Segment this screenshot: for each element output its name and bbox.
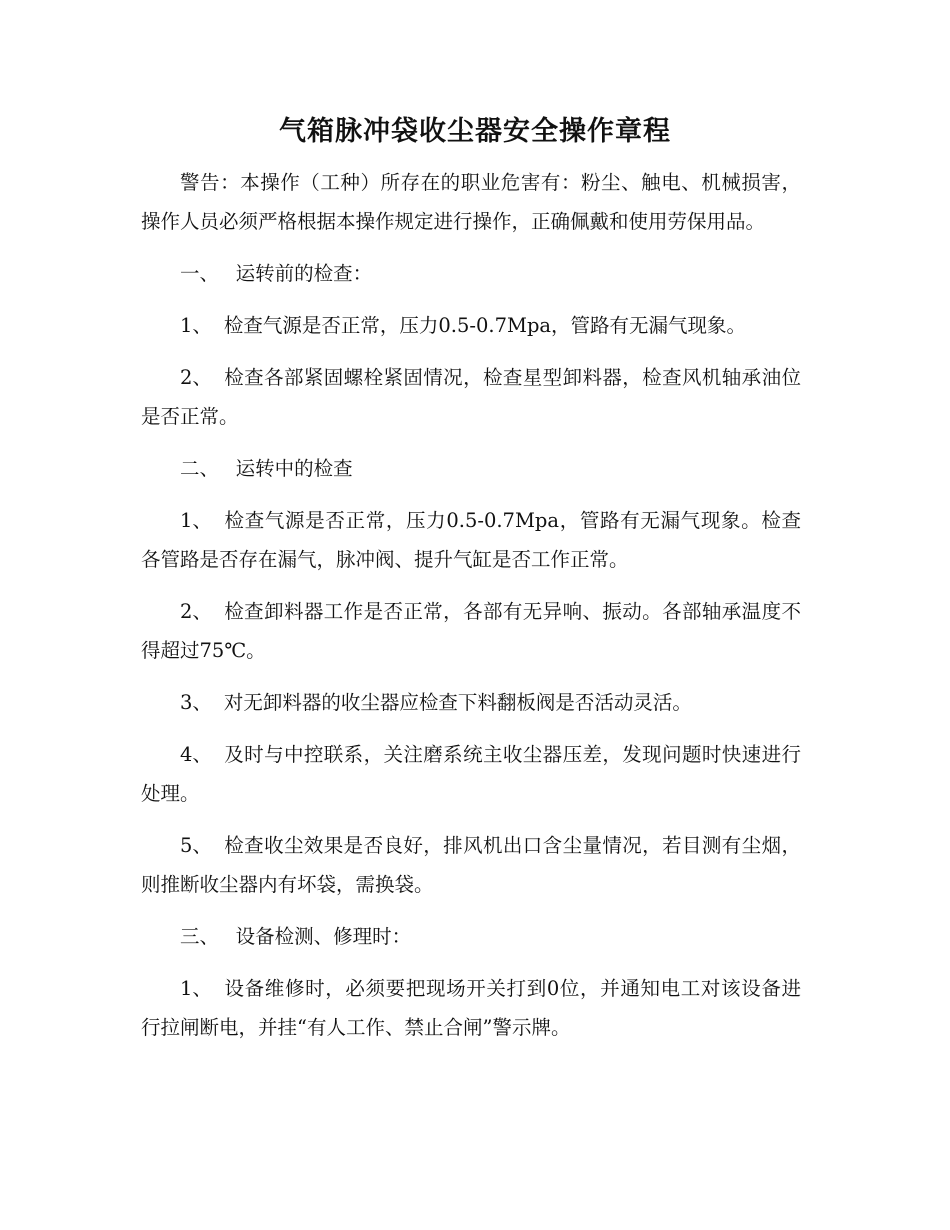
item-number: 5、 — [180, 834, 212, 857]
section-heading — [141, 917, 801, 956]
list-item — [141, 592, 801, 670]
item-text: 及时与中控联系，关注磨系统主收尘器压差，发现问题时快速进行处理。 — [141, 743, 801, 805]
section-number: 一、 — [180, 262, 220, 285]
list-item — [141, 826, 801, 904]
section-number: 二、 — [180, 457, 220, 480]
item-number: 3、 — [180, 691, 212, 714]
section-title: 运转前的检查： — [235, 262, 373, 285]
item-text: 设备维修时，必须要把现场开关打到0位，并通知电工对该设备进行拉闸断电，并挂“有人工作、禁止合闸”警示牌。 — [141, 977, 801, 1039]
document-title: 气箱脉冲袋收尘器安全操作章程 — [279, 116, 671, 147]
item-number: 4、 — [180, 743, 212, 766]
item-number: 1、 — [180, 977, 212, 1000]
section-heading — [141, 449, 801, 488]
section-title: 运转中的检查 — [235, 457, 353, 480]
item-number: 1、 — [180, 314, 212, 337]
item-text: 检查卸料器工作是否正常，各部有无异响、振动。各部轴承温度不得超过75℃。 — [141, 600, 801, 662]
item-number: 2、 — [180, 600, 212, 623]
item-text: 对无卸料器的收尘器应检查下料翻板阀是否活动灵活。 — [223, 691, 692, 714]
item-text: 检查收尘效果是否良好，排风机出口含尘量情况，若目测有尘烟，则推断收尘器内有坏袋，需换袋。 — [141, 834, 801, 896]
section-number: 三、 — [180, 925, 220, 948]
list-item — [141, 358, 801, 436]
item-number: 1、 — [180, 509, 212, 532]
document-body — [141, 163, 801, 1060]
item-text: 检查气源是否正常，压力0.5-0.7Mpa，管路有无漏气现象。 — [223, 314, 747, 337]
item-text: 检查气源是否正常，压力0.5-0.7Mpa，管路有无漏气现象。检查各管路是否存在漏气，脉冲阀、提升气缸是否工作正常。 — [141, 509, 801, 571]
list-item — [141, 306, 801, 345]
list-item — [141, 735, 801, 813]
list-item — [141, 683, 801, 722]
section-heading — [141, 254, 801, 293]
list-item — [141, 969, 801, 1047]
section-title: 设备检测、修理时： — [235, 925, 412, 948]
list-item — [141, 501, 801, 579]
item-text: 检查各部紧固螺栓紧固情况，检查星型卸料器，检查风机轴承油位是否正常。 — [141, 366, 801, 428]
item-number: 2、 — [180, 366, 212, 389]
warning-paragraph: 警告：本操作（工种）所存在的职业危害有：粉尘、触电、机械损害，操作人员必须严格根据本操作规定进行操作，正确佩戴和使用劳保用品。 — [141, 171, 801, 233]
